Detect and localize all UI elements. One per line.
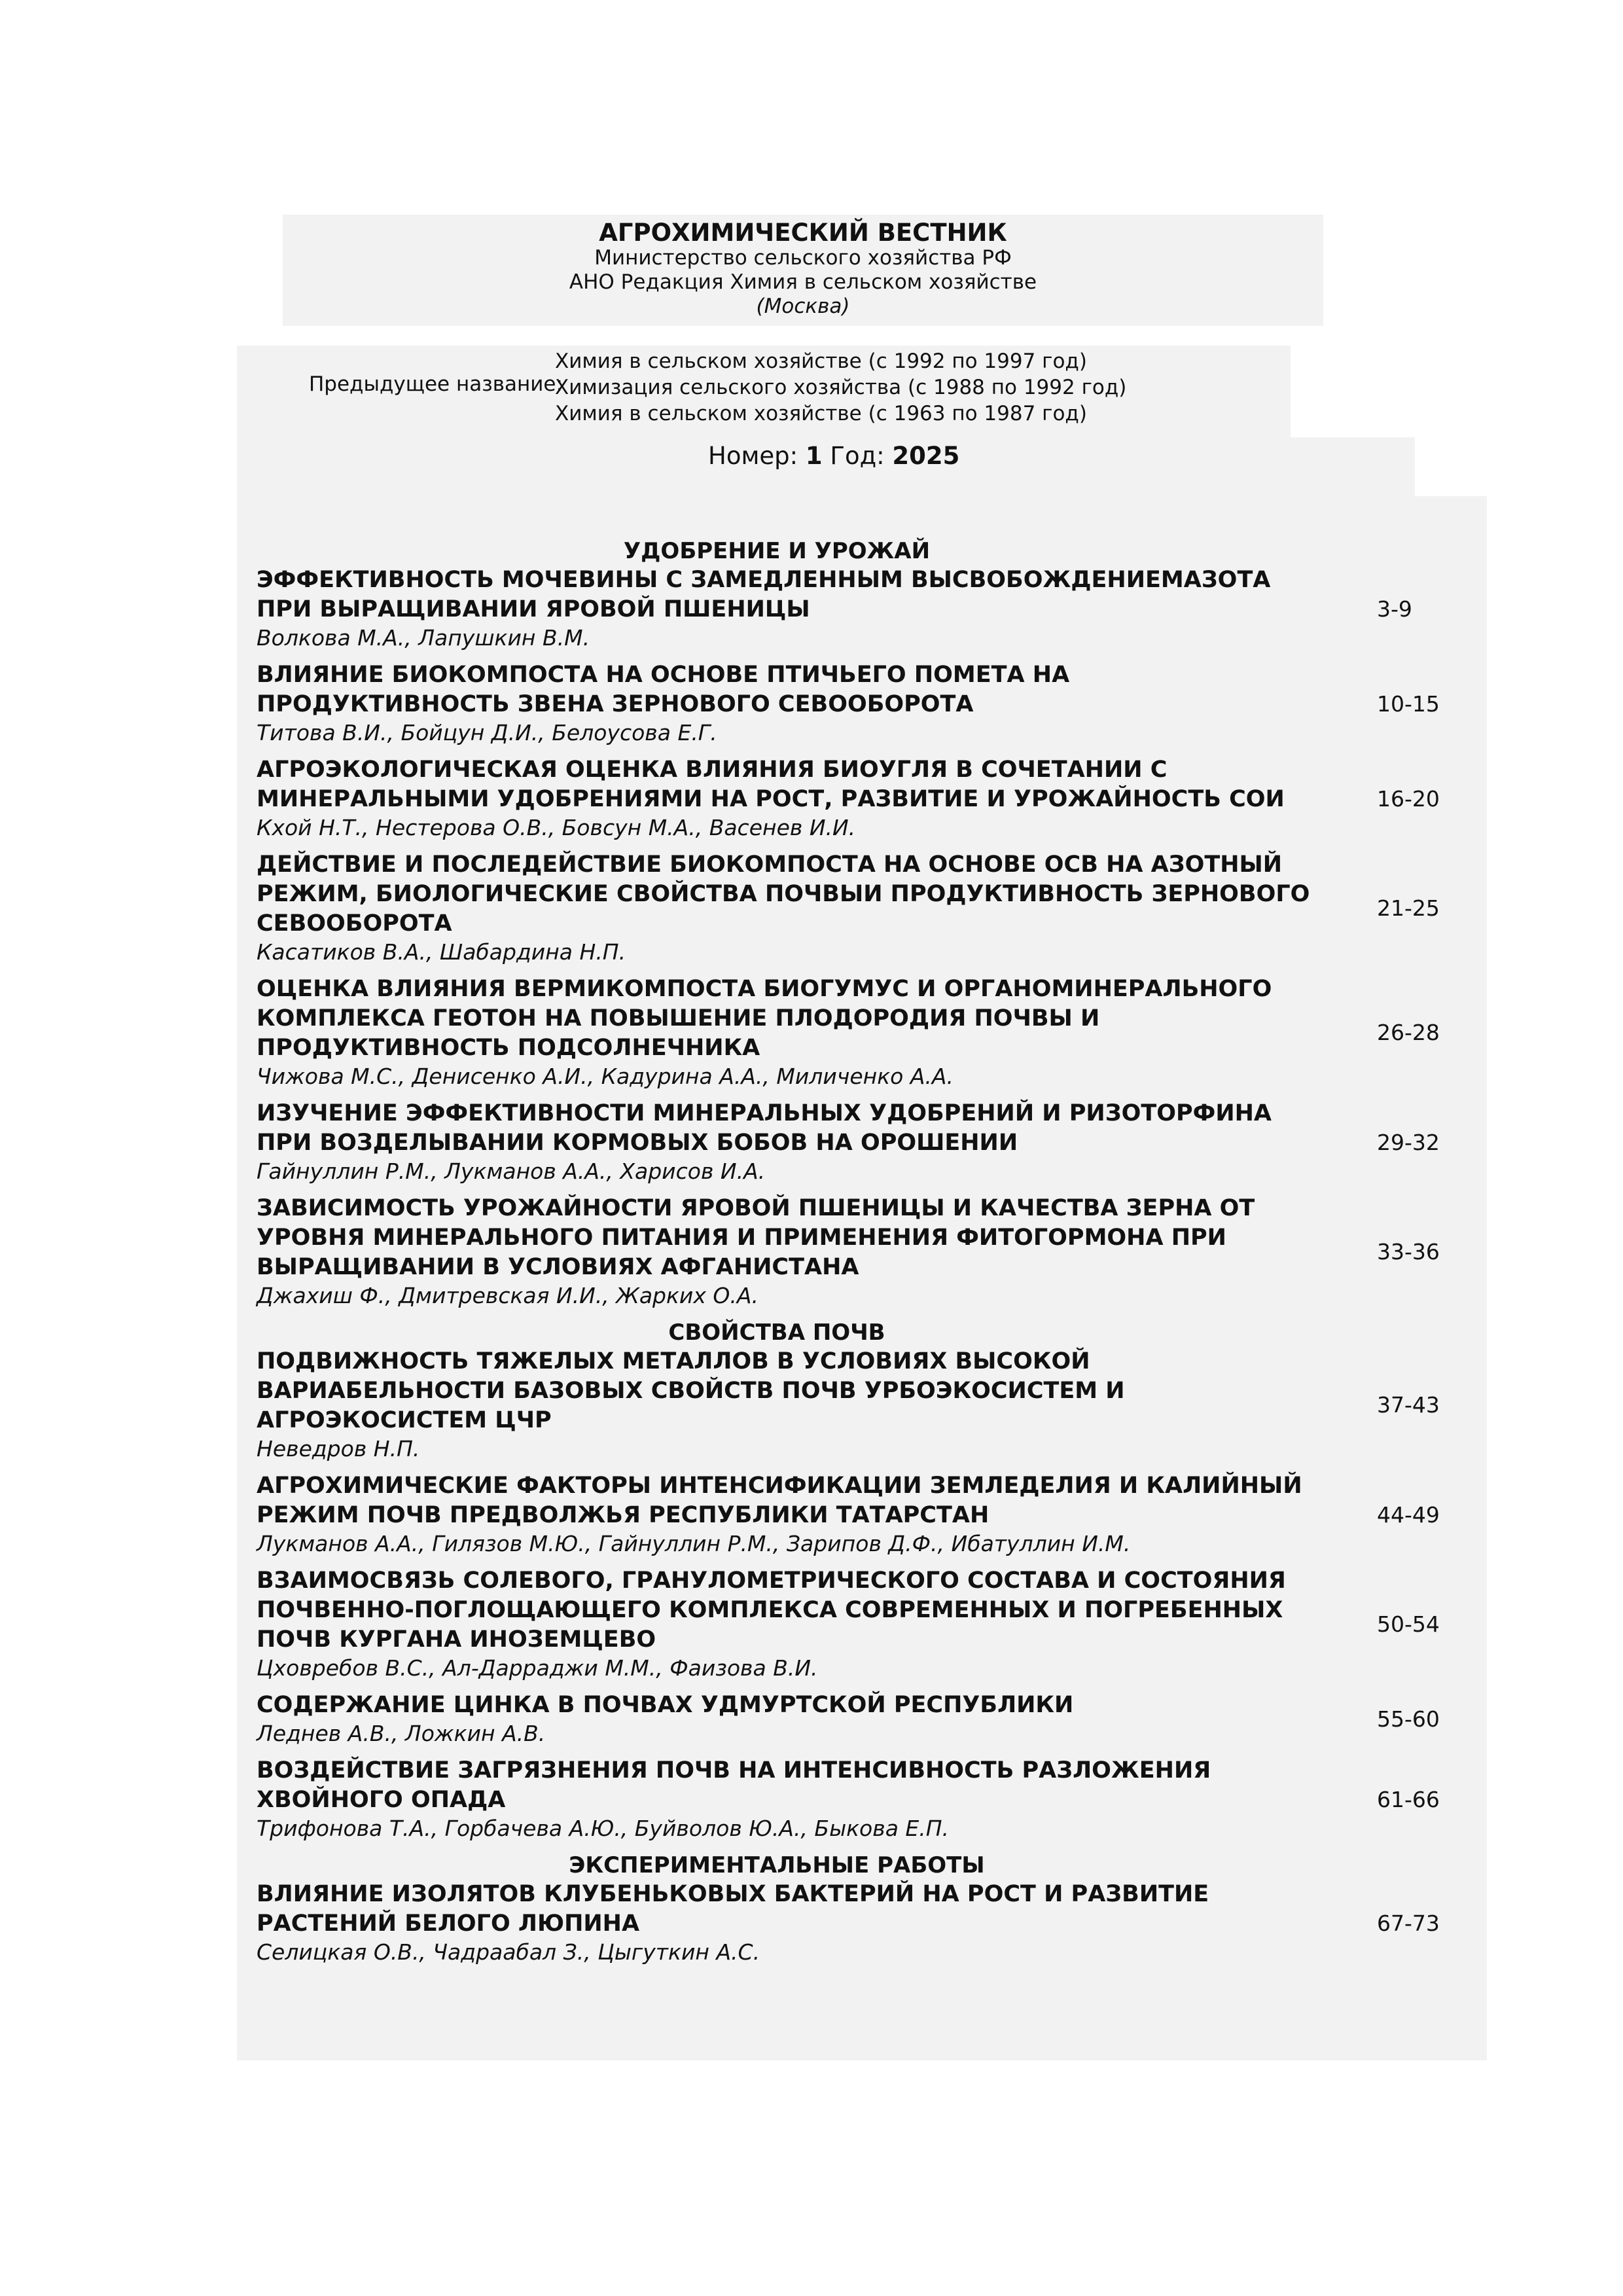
article-text bbox=[257, 1756, 1330, 1842]
previous-names-label: Предыдущее название: bbox=[309, 372, 563, 396]
article-authors: Гайнуллин Р.М., Лукманов А.А., Харисов И.А. bbox=[257, 1158, 766, 1184]
article-title[interactable]: ВЗАИМОСВЯЗЬ СОЛЕВОГО, ГРАНУЛОМЕТРИЧЕСКОГО СОСТАВА И СОСТОЯНИЯ ПОЧВЕННО-ПОГЛОЩАЮЩЕГО КОМПЛЕКСА СОВРЕМЕННЫХ И ПОГРЕБЕННЫХ ПОЧВ КУРГАНА ИНОЗЕМЦЕВО bbox=[257, 1568, 1286, 1653]
article-entry[interactable] bbox=[257, 565, 1487, 652]
issue-year-label: Год: bbox=[830, 442, 885, 470]
article-text bbox=[257, 565, 1330, 652]
article-pages: 21-25 bbox=[1377, 895, 1440, 921]
article-pages: 44-49 bbox=[1377, 1501, 1440, 1528]
article-entry[interactable] bbox=[257, 975, 1487, 1090]
issue-number: 1 bbox=[805, 442, 823, 470]
article-text bbox=[257, 1691, 1330, 1748]
article-text bbox=[257, 1566, 1330, 1682]
article-pages: 10-15 bbox=[1377, 691, 1440, 717]
publisher-city: (Москва) bbox=[756, 295, 850, 318]
article-title[interactable]: СОДЕРЖАНИЕ ЦИНКА В ПОЧВАХ УДМУРТСКОЙ РЕСПУБЛИКИ bbox=[257, 1692, 1074, 1718]
article-title[interactable]: АГРОХИМИЧЕСКИЕ ФАКТОРЫ ИНТЕНСИФИКАЦИИ ЗЕМЛЕДЕЛИЯ И КАЛИЙНЫЙ РЕЖИМ ПОЧВ ПРЕДВОЛЖЬЯ РЕСПУБЛИКИ ТАТАРСТАН bbox=[257, 1473, 1302, 1528]
article-entry[interactable] bbox=[257, 1756, 1487, 1842]
article-pages: 55-60 bbox=[1377, 1706, 1440, 1732]
article-text bbox=[257, 1099, 1330, 1185]
article-pages: 3-9 bbox=[1377, 596, 1412, 622]
article-entry[interactable] bbox=[257, 1471, 1487, 1558]
article-authors: Неведров Н.П. bbox=[257, 1436, 420, 1462]
article-entry[interactable] bbox=[257, 1566, 1487, 1682]
article-entry[interactable] bbox=[257, 1880, 1487, 1966]
article-pages: 29-32 bbox=[1377, 1129, 1440, 1155]
article-title[interactable]: ОЦЕНКА ВЛИЯНИЯ ВЕРМИКОМПОСТА БИОГУМУС И ОРГАНОМИНЕРАЛЬНОГО КОМПЛЕКСА ГЕОТОН НА ПОВЫШЕНИЕ ПЛОДОРОДИЯ ПОЧВЫ И ПРОДУКТИВНОСТЬ ПОДСОЛНЕЧНИКА bbox=[257, 976, 1272, 1061]
article-authors: Чижова М.С., Денисенко А.И., Кадурина А.А., Миличенко А.А. bbox=[257, 1064, 954, 1089]
article-pages: 26-28 bbox=[1377, 1020, 1440, 1045]
article-entry[interactable] bbox=[257, 1691, 1487, 1748]
section-title: СВОЙСТВА ПОЧВ bbox=[668, 1319, 885, 1346]
previous-name: Химия в сельском хозяйстве (с 1963 по 1987 год) bbox=[555, 402, 1087, 425]
article-text bbox=[257, 1880, 1330, 1966]
toc-list bbox=[257, 537, 1487, 1975]
article-authors: Леднев А.В., Ложкин А.В. bbox=[257, 1721, 546, 1746]
article-title[interactable]: ДЕЙСТВИЕ И ПОСЛЕДЕЙСТВИЕ БИОКОМПОСТА НА ОСНОВЕ ОСВ НА АЗОТНЫЙ РЕЖИМ, БИОЛОГИЧЕСКИЕ СВОЙСТВА ПОЧВЫИ ПРОДУКТИВНОСТЬ ЗЕРНОВОГО СЕВООБОРОТА bbox=[257, 852, 1310, 937]
previous-names-list bbox=[555, 348, 1126, 427]
publisher-editorial: АНО Редакция Химия в сельском хозяйстве bbox=[569, 270, 1037, 294]
article-entry[interactable] bbox=[257, 850, 1487, 966]
table-of-contents bbox=[237, 496, 1487, 2060]
journal-header bbox=[283, 215, 1323, 326]
article-pages: 33-36 bbox=[1377, 1239, 1440, 1265]
article-title[interactable]: ВОЗДЕЙСТВИЕ ЗАГРЯЗНЕНИЯ ПОЧВ НА ИНТЕНСИВНОСТЬ РАЗЛОЖЕНИЯ ХВОЙНОГО ОПАДА bbox=[257, 1757, 1211, 1813]
article-entry[interactable] bbox=[257, 660, 1487, 747]
article-pages: 50-54 bbox=[1377, 1611, 1440, 1637]
article-text bbox=[257, 1471, 1330, 1558]
article-title[interactable]: ВЛИЯНИЕ ИЗОЛЯТОВ КЛУБЕНЬКОВЫХ БАКТЕРИЙ НА РОСТ И РАЗВИТИЕ РАСТЕНИЙ БЕЛОГО ЛЮПИНА bbox=[257, 1881, 1209, 1937]
article-title[interactable]: ИЗУЧЕНИЕ ЭФФЕКТИВНОСТИ МИНЕРАЛЬНЫХ УДОБРЕНИЙ И РИЗОТОРФИНА ПРИ ВОЗДЕЛЫВАНИИ КОРМОВЫХ БОБОВ НА ОРОШЕНИИ bbox=[257, 1100, 1272, 1156]
article-pages: 61-66 bbox=[1377, 1786, 1440, 1812]
article-title[interactable]: ЗАВИСИМОСТЬ УРОЖАЙНОСТИ ЯРОВОЙ ПШЕНИЦЫ И КАЧЕСТВА ЗЕРНА ОТ УРОВНЯ МИНЕРАЛЬНОГО ПИТАНИЯ И ПРИМЕНЕНИЯ ФИТОГОРМОНА ПРИ ВЫРАЩИВАНИИ В УСЛОВИЯХ АФГАНИСТАНА bbox=[257, 1195, 1255, 1280]
article-title[interactable]: АГРОЭКОЛОГИЧЕСКАЯ ОЦЕНКА ВЛИЯНИЯ БИОУГЛЯ В СОЧЕТАНИИ С МИНЕРАЛЬНЫМИ УДОБРЕНИЯМИ НА РОСТ, РАЗВИТИЕ И УРОЖАЙНОСТЬ СОИ bbox=[257, 757, 1285, 812]
section-title: ЭКСПЕРИМЕНТАЛЬНЫЕ РАБОТЫ bbox=[569, 1852, 985, 1878]
article-pages: 16-20 bbox=[1377, 785, 1440, 812]
article-authors: Селицкая О.В., Чадраабал З., Цыгуткин А.С. bbox=[257, 1939, 760, 1965]
article-entry[interactable] bbox=[257, 1347, 1487, 1463]
article-text bbox=[257, 850, 1330, 966]
article-authors: Джахиш Ф., Дмитревская И.И., Жарких О.А. bbox=[257, 1283, 758, 1308]
article-text bbox=[257, 755, 1330, 842]
article-authors: Трифонова Т.А., Горбачева А.Ю., Буйволов Ю.А., Быкова Е.П. bbox=[257, 1816, 950, 1841]
article-authors: Волкова М.А., Лапушкин В.М. bbox=[257, 625, 590, 651]
previous-name: Химизация сельского хозяйства (с 1988 по 1992 год) bbox=[555, 376, 1127, 399]
article-text bbox=[257, 1347, 1330, 1463]
article-title[interactable]: ПОДВИЖНОСТЬ ТЯЖЕЛЫХ МЕТАЛЛОВ В УСЛОВИЯХ ВЫСОКОЙ ВАРИАБЕЛЬНОСТИ БАЗОВЫХ СВОЙСТВ ПОЧВ УРБОЭКОСИСТЕМ И АГРОЭКОСИСТЕМ ЦЧР bbox=[257, 1348, 1125, 1433]
article-title[interactable]: ЭФФЕКТИВНОСТЬ МОЧЕВИНЫ С ЗАМЕДЛЕННЫМ ВЫСВОБОЖДЕНИЕМАЗОТА ПРИ ВЫРАЩИВАНИИ ЯРОВОЙ ПШЕНИЦЫ bbox=[257, 567, 1271, 622]
issue-info bbox=[708, 442, 959, 470]
article-pages: 67-73 bbox=[1377, 1910, 1440, 1936]
article-authors: Цховребов В.С., Ал-Дарраджи М.М., Фаизова В.И. bbox=[257, 1655, 818, 1681]
article-authors: Титова В.И., Бойцун Д.И., Белоусова Е.Г. bbox=[257, 720, 717, 745]
article-pages: 37-43 bbox=[1377, 1392, 1440, 1418]
article-title[interactable]: ВЛИЯНИЕ БИОКОМПОСТА НА ОСНОВЕ ПТИЧЬЕГО ПОМЕТА НА ПРОДУКТИВНОСТЬ ЗВЕНА ЗЕРНОВОГО СЕВООБОРОТА bbox=[257, 662, 1070, 717]
article-authors: Кхой Н.Т., Нестерова О.В., Бовсун М.А., Васенев И.И. bbox=[257, 815, 856, 840]
article-text bbox=[257, 1194, 1330, 1310]
article-text bbox=[257, 975, 1330, 1090]
section-title: УДОБРЕНИЕ И УРОЖАЙ bbox=[623, 538, 931, 564]
previous-names-block bbox=[237, 346, 1291, 437]
article-entry[interactable] bbox=[257, 1099, 1487, 1185]
article-entry[interactable] bbox=[257, 1194, 1487, 1310]
issue-year: 2025 bbox=[892, 442, 960, 470]
journal-title: АГРОХИМИЧЕСКИЙ ВЕСТНИК bbox=[599, 219, 1007, 247]
publisher-ministry: Министерство сельского хозяйства РФ bbox=[594, 246, 1012, 270]
article-authors: Касатиков В.А., Шабардина Н.П. bbox=[257, 939, 626, 965]
previous-name: Химия в сельском хозяйстве (с 1992 по 1997 год) bbox=[555, 350, 1087, 373]
article-text bbox=[257, 660, 1330, 747]
issue-number-label: Номер: bbox=[708, 442, 798, 470]
article-authors: Лукманов А.А., Гилязов М.Ю., Гайнуллин Р.М., Зарипов Д.Ф., Ибатуллин И.М. bbox=[257, 1531, 1131, 1556]
article-entry[interactable] bbox=[257, 755, 1487, 842]
